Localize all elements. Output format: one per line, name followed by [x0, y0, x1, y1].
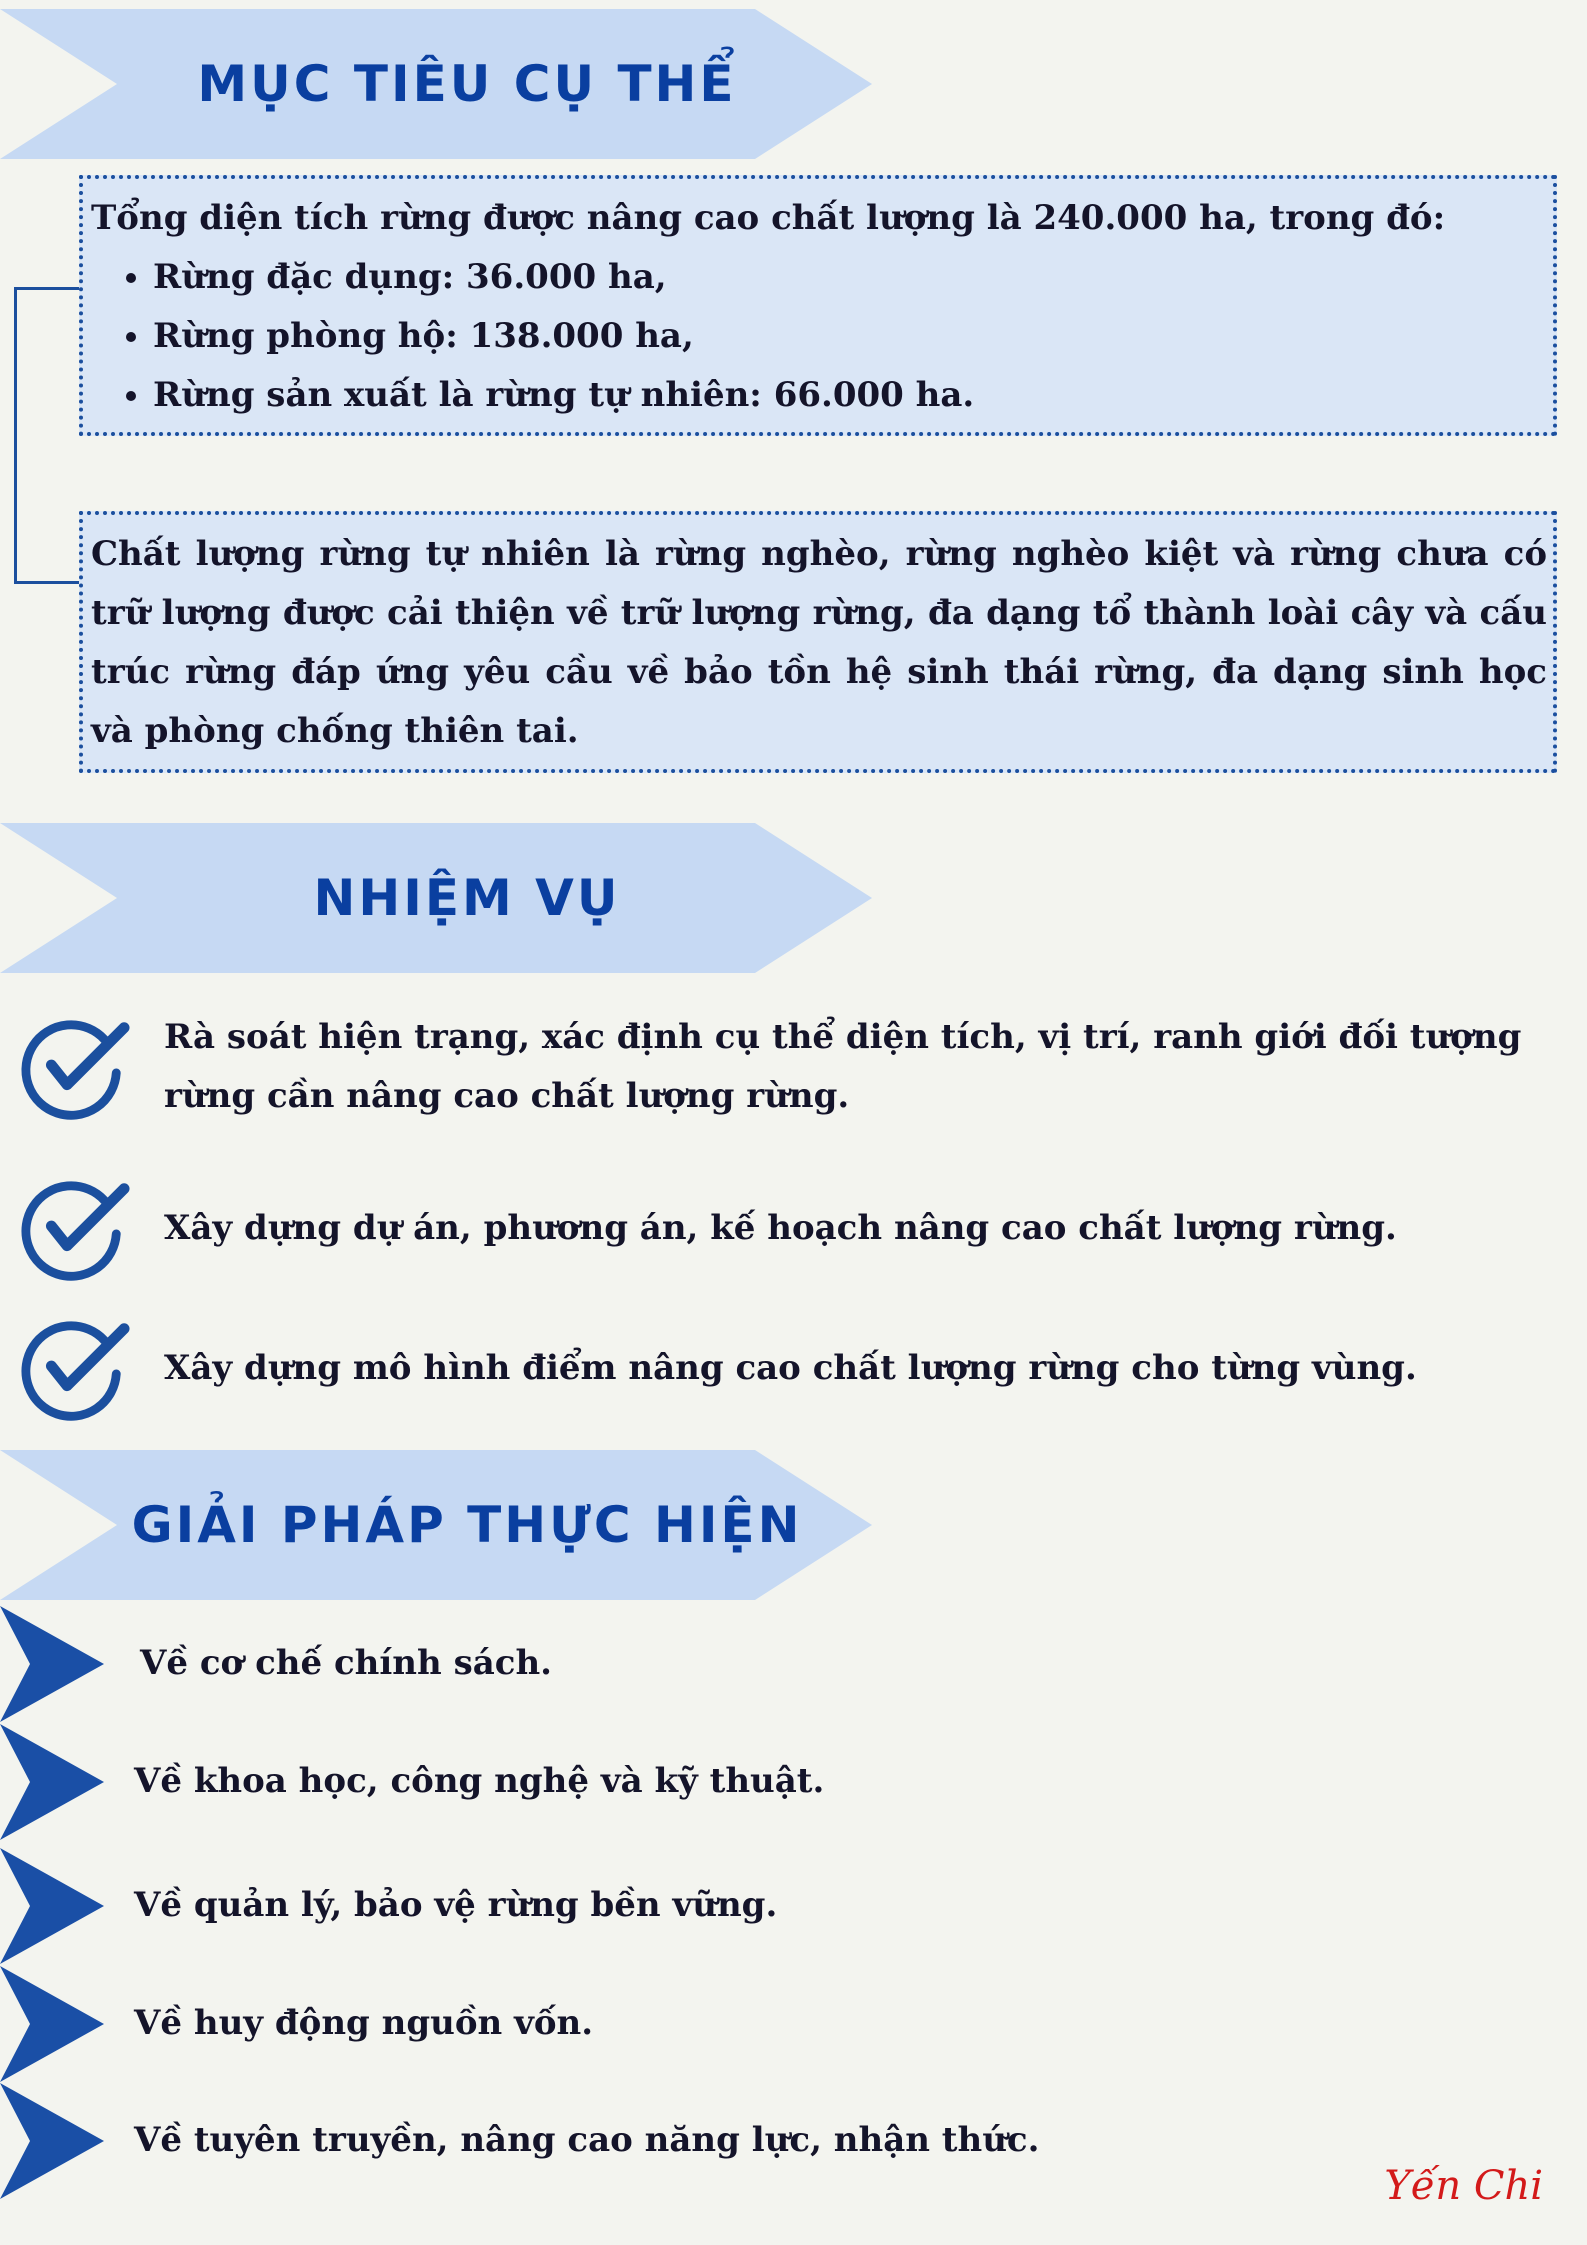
arrow-pointer-icon [0, 1606, 104, 1722]
arrow-pointer-icon [0, 1848, 104, 1964]
author-signature: Yến Chi [1384, 2163, 1543, 2209]
objectives-box-quality [79, 511, 1557, 773]
banner-solutions [0, 1450, 872, 1600]
objectives-bullet-list [91, 248, 1547, 425]
arrow-pointer-icon [0, 1966, 104, 2082]
solution-item-5 [0, 2083, 1560, 2199]
checkmark-circle-icon [14, 1008, 132, 1126]
solution-item-1 [0, 1606, 1560, 1722]
solution-text: Về huy động nguồn vốn. [134, 2003, 594, 2043]
solution-text: Về cơ chế chính sách. [140, 1643, 553, 1683]
banner-objectives [0, 9, 872, 159]
task-item-3 [14, 1309, 1574, 1427]
task-item-1 [14, 1008, 1574, 1126]
objectives-box-area [79, 175, 1557, 436]
list-item: • Rừng sản xuất là rừng tự nhiên: 66.000 ha. [153, 366, 1547, 425]
list-item: • Rừng đặc dụng: 36.000 ha, [153, 248, 1547, 307]
solution-item-3 [0, 1848, 1560, 1964]
arrow-pointer-icon [0, 1724, 104, 1840]
task-text: Xây dựng dự án, phương án, kế hoạch nâng cao chất lượng rừng. [164, 1208, 1397, 1248]
objectives-intro: Tổng diện tích rừng được nâng cao chất lượng là 240.000 ha, trong đó: [91, 198, 1446, 238]
objectives-quality-text: Chất lượng rừng tự nhiên là rừng nghèo, rừng nghèo kiệt và rừng chưa có trữ lượng được cải thiện về trữ lượng rừng, đa dạng tổ thành loài cây và cấu trúc rừng đáp ứng yêu cầu về bảo tồn hệ sinh thái rừng, đa dạng sinh học và phòng chống thiên tai. [91, 534, 1547, 751]
solution-item-4 [0, 1966, 1560, 2082]
section-heading-objectives: MỤC TIÊU CỤ THỂ [197, 55, 737, 113]
section-heading-solutions: GIẢI PHÁP THỰC HIỆN [131, 1496, 803, 1554]
task-text: Xây dựng mô hình điểm nâng cao chất lượng rừng cho từng vùng. [164, 1348, 1417, 1388]
task-item-2 [14, 1169, 1574, 1287]
banner-tasks [0, 823, 872, 973]
list-item: • Rừng phòng hộ: 138.000 ha, [153, 307, 1547, 366]
checkmark-circle-icon [14, 1169, 132, 1287]
section-heading-tasks: NHIỆM VỤ [313, 869, 621, 927]
solution-text: Về khoa học, công nghệ và kỹ thuật. [134, 1761, 825, 1801]
task-text: Rà soát hiện trạng, xác định cụ thể diện tích, vị trí, ranh giới đối tượng rừng cần nâng cao chất lượng rừng. [164, 1017, 1522, 1116]
bracket-connector [14, 287, 79, 584]
solution-text: Về quản lý, bảo vệ rừng bền vững. [134, 1885, 778, 1925]
solution-item-2 [0, 1724, 1560, 1840]
arrow-pointer-icon [0, 2083, 104, 2199]
solution-text: Về tuyên truyền, nâng cao năng lực, nhận thức. [134, 2120, 1040, 2160]
checkmark-circle-icon [14, 1309, 132, 1427]
